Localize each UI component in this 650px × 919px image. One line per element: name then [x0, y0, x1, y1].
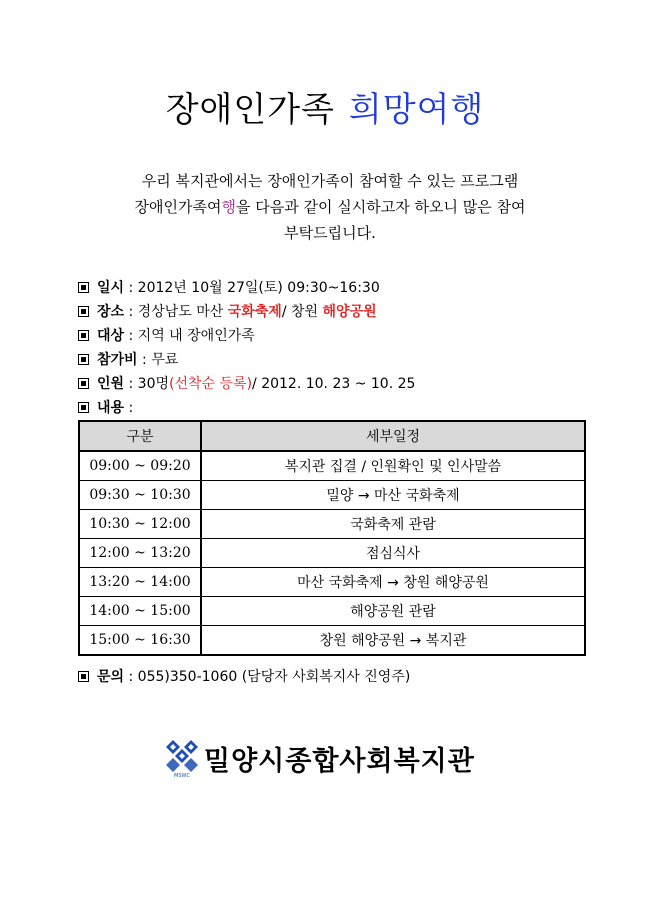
row-detail: 복지관 집결 / 인원확인 및 인사말씀: [201, 451, 585, 481]
date-label: 일시: [97, 280, 125, 296]
info-people: [78, 372, 598, 396]
people-highlight: (선착순 등록): [169, 376, 253, 392]
fee-value: : 무료: [142, 352, 179, 368]
bullet-square-icon: [78, 330, 89, 341]
header-detail: 세부일정: [201, 421, 585, 451]
place-label: 장소: [97, 304, 125, 320]
bullet-square-icon: [78, 378, 89, 389]
fee-label: 참가비: [97, 352, 138, 368]
place-pre: : 경상남도 마산: [128, 304, 228, 320]
intro-line-2-a: 장애인가족여: [134, 198, 222, 216]
table-row: [79, 626, 585, 656]
title-main: 장애인가족: [165, 90, 335, 130]
bullet-square-icon: [78, 306, 89, 317]
page-title: [0, 82, 650, 131]
table-row: [79, 451, 585, 481]
logo-text: MSWC: [174, 773, 190, 778]
bullet-square-icon: [78, 671, 89, 682]
people-pre: : 30명: [128, 376, 170, 392]
row-detail: 점심식사: [201, 539, 585, 568]
row-detail: 국화축제 관람: [201, 510, 585, 539]
row-detail: 창원 해양공원 → 복지관: [201, 626, 585, 656]
people-post: / 2012. 10. 23 ~ 10. 25: [252, 376, 416, 392]
place-mid: / 창원: [281, 304, 323, 320]
row-time: 12:00 ~ 13:20: [79, 539, 201, 568]
intro-line-3: 부탁드립니다.: [284, 224, 376, 242]
info-fee: [78, 348, 598, 372]
schedule-table: [78, 420, 586, 656]
intro-line-2-b: 을 다음과 같이 실시하고자 하오니 많은 참여: [236, 198, 526, 216]
people-label: 인원: [97, 376, 125, 392]
table-row: [79, 597, 585, 626]
intro-line-2: [70, 194, 590, 220]
intro-paragraph: [70, 168, 590, 246]
content-value: :: [128, 400, 134, 416]
table-row: [79, 568, 585, 597]
target-label: 대상: [97, 328, 125, 344]
target-value: : 지역 내 장애인가족: [128, 328, 255, 344]
row-time: 09:30 ~ 10:30: [79, 481, 201, 510]
table-row: [79, 510, 585, 539]
contact-line: [78, 666, 410, 686]
org-logo-icon: [164, 738, 200, 778]
info-list: [78, 276, 598, 420]
contact-label: 문의: [97, 669, 125, 685]
row-time: 14:00 ~ 15:00: [79, 597, 201, 626]
row-detail: 마산 국화축제 → 창원 해양공원: [201, 568, 585, 597]
info-date: [78, 276, 598, 300]
header-category: 구분: [79, 421, 201, 451]
table-row: [79, 481, 585, 510]
intro-line-1: 우리 복지관에서는 장애인가족이 참여할 수 있는 프로그램: [141, 172, 519, 190]
row-time: 09:00 ~ 09:20: [79, 451, 201, 481]
footer-org: [164, 734, 475, 782]
contact-value: : 055)350-1060 (담당자 사회복지사 진영주): [128, 669, 411, 685]
table-header-row: [79, 421, 585, 451]
title-highlight: 희망여행: [348, 90, 485, 130]
row-time: 15:00 ~ 16:30: [79, 626, 201, 656]
org-name: 밀양시종합사회복지관: [204, 745, 475, 777]
place-highlight-2: 해양공원: [322, 304, 377, 320]
date-value: : 2012년 10월 27일(토) 09:30~16:30: [128, 280, 380, 296]
place-highlight-1: 국화축제: [227, 304, 282, 320]
intro-line-2-highlight: 행: [221, 198, 236, 216]
bullet-square-icon: [78, 354, 89, 365]
info-place: [78, 300, 598, 324]
row-detail: 해양공원 관람: [201, 597, 585, 626]
row-time: 13:20 ~ 14:00: [79, 568, 201, 597]
info-content: [78, 396, 598, 420]
bullet-square-icon: [78, 282, 89, 293]
row-time: 10:30 ~ 12:00: [79, 510, 201, 539]
bullet-square-icon: [78, 402, 89, 413]
table-row: [79, 539, 585, 568]
info-target: [78, 324, 598, 348]
content-label: 내용: [97, 400, 125, 416]
row-detail: 밀양 → 마산 국화축제: [201, 481, 585, 510]
